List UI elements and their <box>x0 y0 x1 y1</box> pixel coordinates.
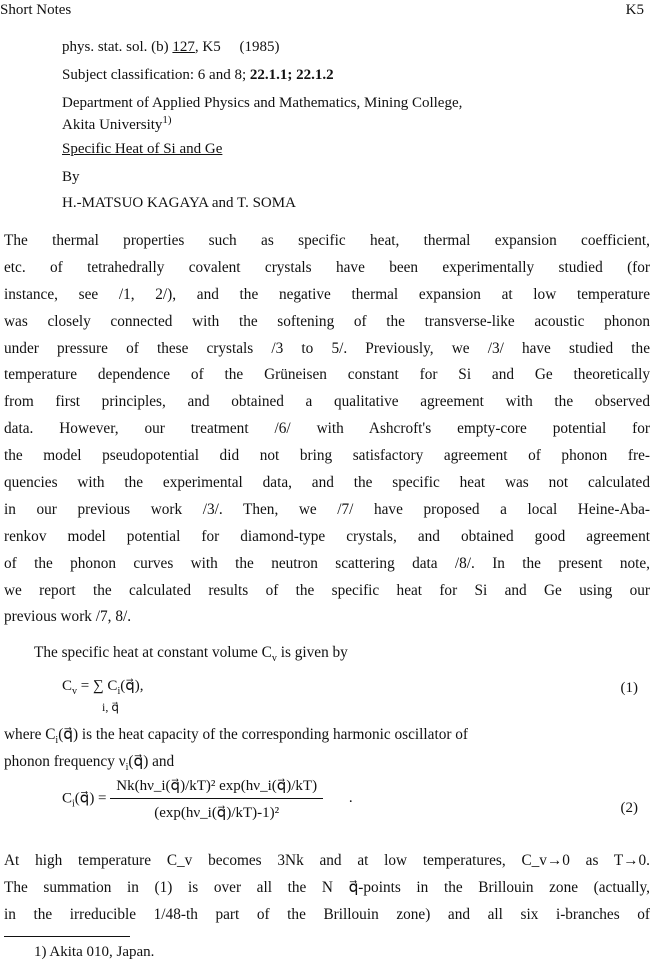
text-line: At high temperature C_v becomes 3Nk and at low temperatures, C_v→0 as T→0. <box>4 852 650 869</box>
page-number: K5 <box>625 2 644 18</box>
sum-index: i, q⃗ <box>102 700 119 714</box>
text-line: we report the calculated results of the specific heat for Si and Ge using our <box>4 581 650 599</box>
text-line: under pressure of these crystals /3 to 5/. Previously, we /3/ have studied the <box>4 339 650 357</box>
footnote-mark: 1) <box>162 114 172 126</box>
subject-classification: Subject classification: 6 and 8; 22.1.1; 22.1.2 <box>62 67 334 83</box>
by-line: By <box>62 169 80 185</box>
volume-number: 127 <box>172 39 195 55</box>
denominator: (exp(hν_i(q⃗)/kT)-1)² <box>154 805 280 821</box>
text-line: in the irreducible 1/48-th part of the Brillouin zone) and all six i-branches of <box>4 905 650 923</box>
text-line: quencies with the experimental data, and the specific heat was not calculated <box>4 474 650 492</box>
between-equations: where $C_i(q⃗)$ is the heat capacity of the corresponding harmonic oscillator of phonon frequency $\nu_i(q⃗)$ and <box>4 726 469 773</box>
equation-2-number: (2) <box>620 800 638 816</box>
paragraph-2-lead: The specific heat at constant volume $C_v$ is given by <box>34 644 348 664</box>
text-line: in our previous work /3/. Then, we /7/ have proposed a local Heine-Aba- <box>4 500 650 518</box>
text-line: from first principles, and obtained a qualitative agreement with the observed <box>4 393 650 411</box>
fraction <box>110 776 323 822</box>
footnote-rule <box>4 936 130 937</box>
equation-2: $C_i(q⃗)$ = $\frac{\text{Nk(hν\_i(q⃗)/kT)² exp(hν\_i(q⃗)/kT)}}{\text{(exp(hν\_i(q⃗)/kT)-1)²}}$ . <box>62 778 353 821</box>
article-title: Specific Heat of Si and Ge <box>62 141 223 157</box>
text-line: etc. of tetrahedrally covalent crystals have been experimentally studied (for <box>4 258 650 276</box>
running-head-section: Short Notes <box>0 2 72 18</box>
citation-line: phys. stat. sol. (b) 127, K5 (1985) <box>62 39 280 55</box>
equation-1-number: (1) <box>620 680 638 696</box>
text-line: instance, see /1, 2/), and the negative thermal expansion at low temperature <box>4 285 650 303</box>
paragraph-3 <box>4 848 650 929</box>
affiliation-line-1: Department of Applied Physics and Mathematics, Mining College, <box>62 95 463 111</box>
text-line: of the phonon curves with the neutron scattering data /8/. In the present note, <box>4 554 650 572</box>
equation-1: $C_v$ = ∑ $C_i(q⃗)$, <box>62 678 144 697</box>
text-line: The thermal properties such as specific heat, thermal expansion coefficient, <box>4 232 650 249</box>
text-line: temperature dependence of the Grüneisen constant for Si and Ge theoretically <box>4 366 650 384</box>
text-line: The summation in (1) is over all the N q⃗-points in the Brillouin zone (actually, <box>4 878 650 896</box>
text-line: renkov model potential for diamond-type crystals, and obtained good agreement <box>4 527 650 545</box>
affiliation-line-2: Akita University$^{1)}$ <box>62 114 172 133</box>
text-line: previous work /7, 8/. <box>4 608 132 626</box>
footnote: 1) Akita 010, Japan. <box>34 944 155 960</box>
text-line: data. However, our treatment /6/ with Ashcroft's empty-core potential for <box>4 420 650 438</box>
text-line: was closely connected with the softening of the transverse-like acoustic phonon <box>4 312 650 330</box>
text-line: the model pseudopotential did not bring satisfactory agreement of phonon fre- <box>4 447 650 465</box>
paragraph-1 <box>4 228 650 631</box>
numerator: Nk(hν_i(q⃗)/kT)² exp(hν_i(q⃗)/kT) <box>110 776 323 799</box>
authors: H.-MATSUO KAGAYA and T. SOMA <box>62 195 296 211</box>
